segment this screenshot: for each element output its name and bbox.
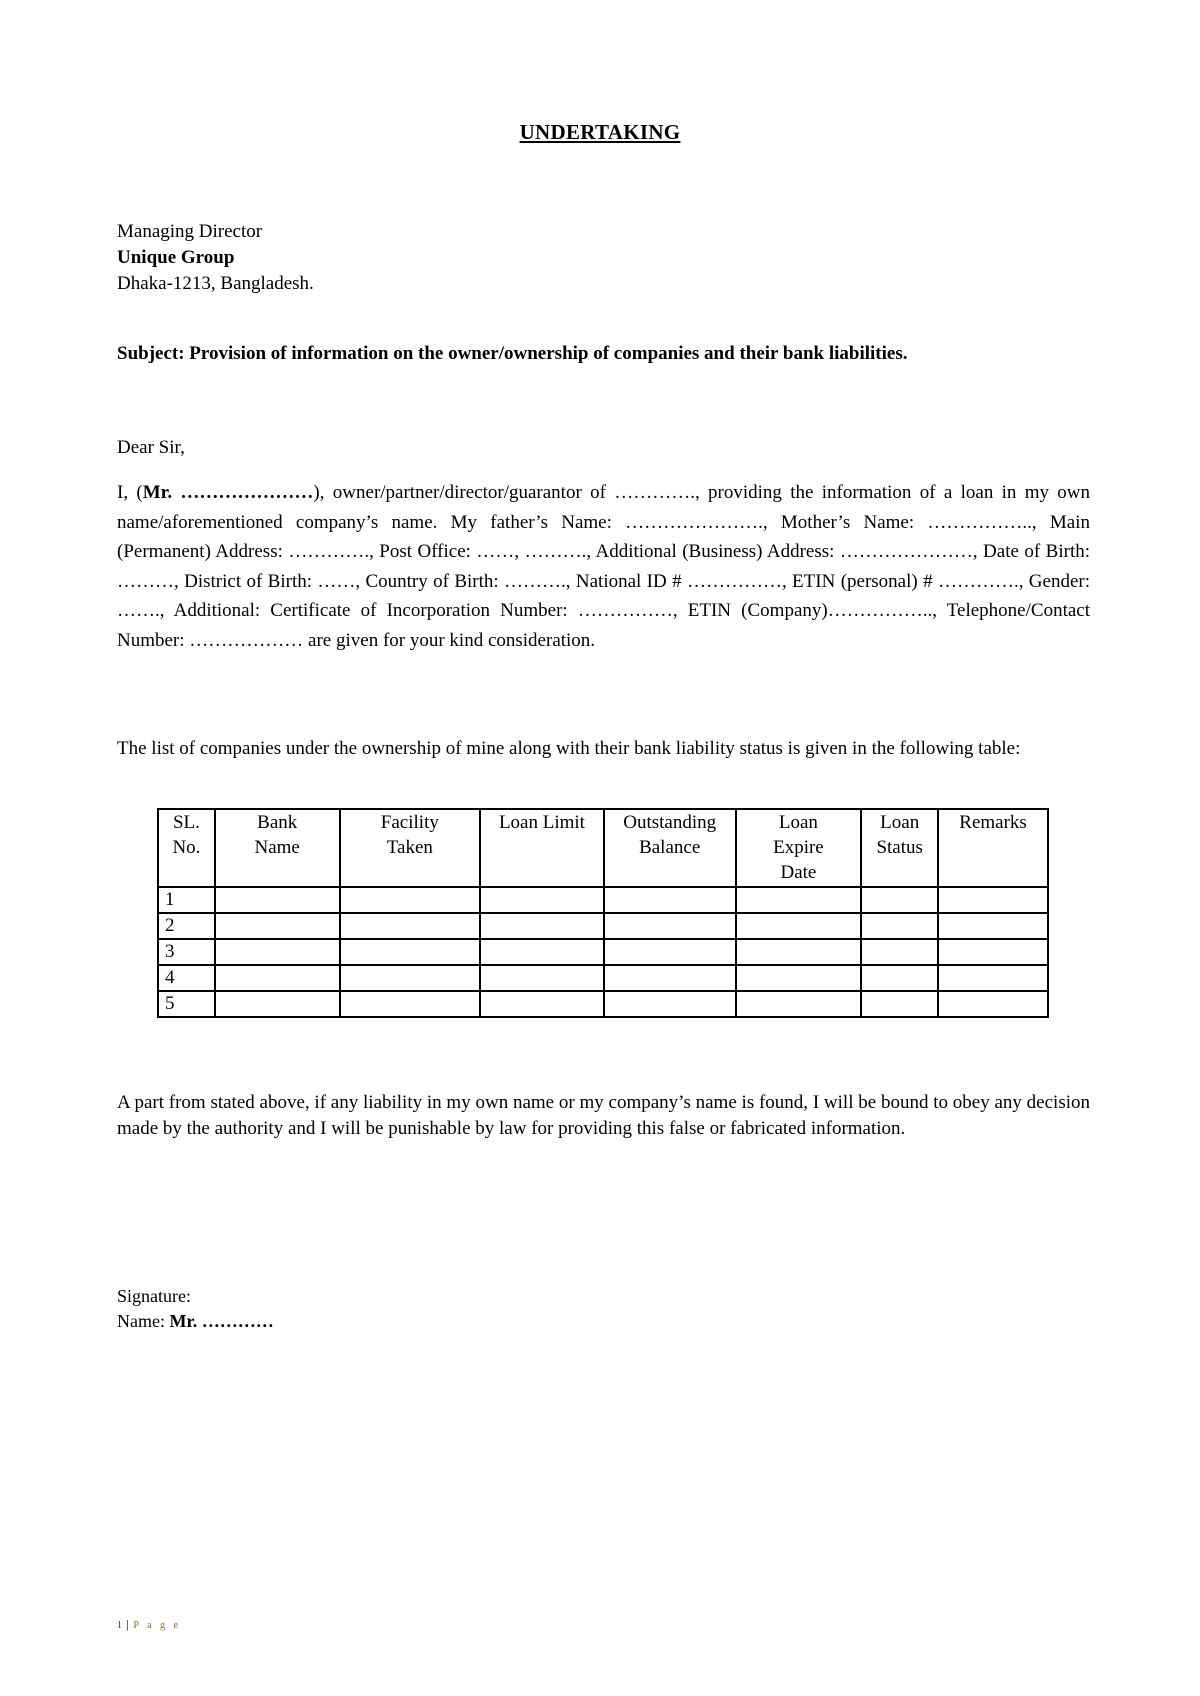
cell-loan-limit <box>480 887 604 913</box>
cell-loan-limit <box>480 913 604 939</box>
header-sl-no: SL. No. <box>158 809 215 887</box>
table-row <box>158 965 1048 991</box>
signature-name-value: Mr. ………… <box>169 1311 274 1331</box>
cell-facility-taken <box>340 887 481 913</box>
cell-loan-expire-date <box>736 965 862 991</box>
addressee-organization: Unique Group <box>117 247 235 268</box>
closing-paragraph: A part from stated above, if any liability in my own name or my company’s name is found, I will be bound to obey any decision made by the authority and I will be punishable by law for providing this false or fabricated information. <box>117 1092 1090 1139</box>
cell-remarks <box>938 939 1048 965</box>
header-loan-status: Loan Status <box>861 809 938 887</box>
cell-bank-name <box>215 991 340 1017</box>
cell-loan-expire-date <box>736 913 862 939</box>
cell-facility-taken <box>340 939 481 965</box>
cell-loan-status <box>861 913 938 939</box>
signature-name-label: Name: <box>117 1311 170 1331</box>
cell-outstanding-balance <box>604 887 736 913</box>
cell-bank-name <box>215 965 340 991</box>
cell-outstanding-balance <box>604 913 736 939</box>
row-number: 2 <box>158 913 215 939</box>
table-intro: The list of companies under the ownership of mine along with their bank liability status is given in the following table: <box>117 738 1021 759</box>
page-footer <box>117 1617 181 1632</box>
cell-facility-taken <box>340 991 481 1017</box>
row-number: 3 <box>158 939 215 965</box>
cell-loan-status <box>861 939 938 965</box>
addressee-position: Managing Director <box>117 221 263 242</box>
cell-loan-expire-date <box>736 991 862 1017</box>
addressee-address: Dhaka-1213, Bangladesh. <box>117 273 314 294</box>
declaration-paragraph <box>117 478 1090 655</box>
document-title: UNDERTAKING <box>519 120 681 144</box>
cell-facility-taken <box>340 965 481 991</box>
cell-loan-status <box>861 991 938 1017</box>
header-bank-name: Bank Name <box>215 809 340 887</box>
cell-loan-limit <box>480 939 604 965</box>
header-loan-expire-date: Loan Expire Date <box>736 809 862 887</box>
footer-separator: | <box>126 1617 130 1631</box>
row-number: 1 <box>158 887 215 913</box>
cell-bank-name <box>215 913 340 939</box>
cell-remarks <box>938 991 1048 1017</box>
cell-loan-limit <box>480 991 604 1017</box>
cell-bank-name <box>215 939 340 965</box>
subject-line: Subject: Provision of information on the owner/ownership of companies and their bank liabilities. <box>117 343 908 364</box>
declaration-text: ), owner/partner/director/guarantor of …………., providing the information of a loan in my own name/aforementioned company’s name. My father’s Name: …………………., Mother’s Name: …………….., Main (Permanent) Address: …………., Post Office: ……, ………., Additional (Business) Address: …………………, Date of Birth: ………, District of Birth: ……, Country of Birth: ………., National ID # ……………, ETIN (personal) # …………., Gender: ……., Additional: Certificate of Incorporation Number: ……………, ETIN (Company)…………….., Telephone/Contact Number: ……………… are given for your kind consideration. <box>117 482 1091 651</box>
cell-remarks <box>938 887 1048 913</box>
header-remarks: Remarks <box>938 809 1048 887</box>
table-row <box>158 991 1048 1017</box>
page-label: P a g e <box>133 1620 181 1631</box>
addressee-block <box>117 219 314 297</box>
liability-table <box>157 808 1049 1018</box>
table-row <box>158 913 1048 939</box>
cell-loan-limit <box>480 965 604 991</box>
cell-loan-expire-date <box>736 939 862 965</box>
salutation: Dear Sir, <box>117 437 185 458</box>
table-row <box>158 939 1048 965</box>
table-header-row <box>158 809 1048 887</box>
signature-label: Signature: <box>117 1286 191 1306</box>
declaration-prefix: I, ( <box>117 482 143 503</box>
cell-remarks <box>938 913 1048 939</box>
cell-facility-taken <box>340 913 481 939</box>
signature-name-line <box>117 1309 274 1334</box>
cell-bank-name <box>215 887 340 913</box>
declarant-name-field: Mr. ………………… <box>142 482 314 503</box>
cell-remarks <box>938 965 1048 991</box>
cell-outstanding-balance <box>604 991 736 1017</box>
cell-outstanding-balance <box>604 965 736 991</box>
header-loan-limit: Loan Limit <box>480 809 604 887</box>
cell-loan-status <box>861 887 938 913</box>
cell-outstanding-balance <box>604 939 736 965</box>
header-outstanding-balance: Outstanding Balance <box>604 809 736 887</box>
page-number: 1 <box>117 1620 123 1631</box>
cell-loan-expire-date <box>736 887 862 913</box>
header-facility-taken: Facility Taken <box>340 809 481 887</box>
row-number: 4 <box>158 965 215 991</box>
table-row <box>158 887 1048 913</box>
row-number: 5 <box>158 991 215 1017</box>
signature-block <box>117 1284 274 1334</box>
cell-loan-status <box>861 965 938 991</box>
